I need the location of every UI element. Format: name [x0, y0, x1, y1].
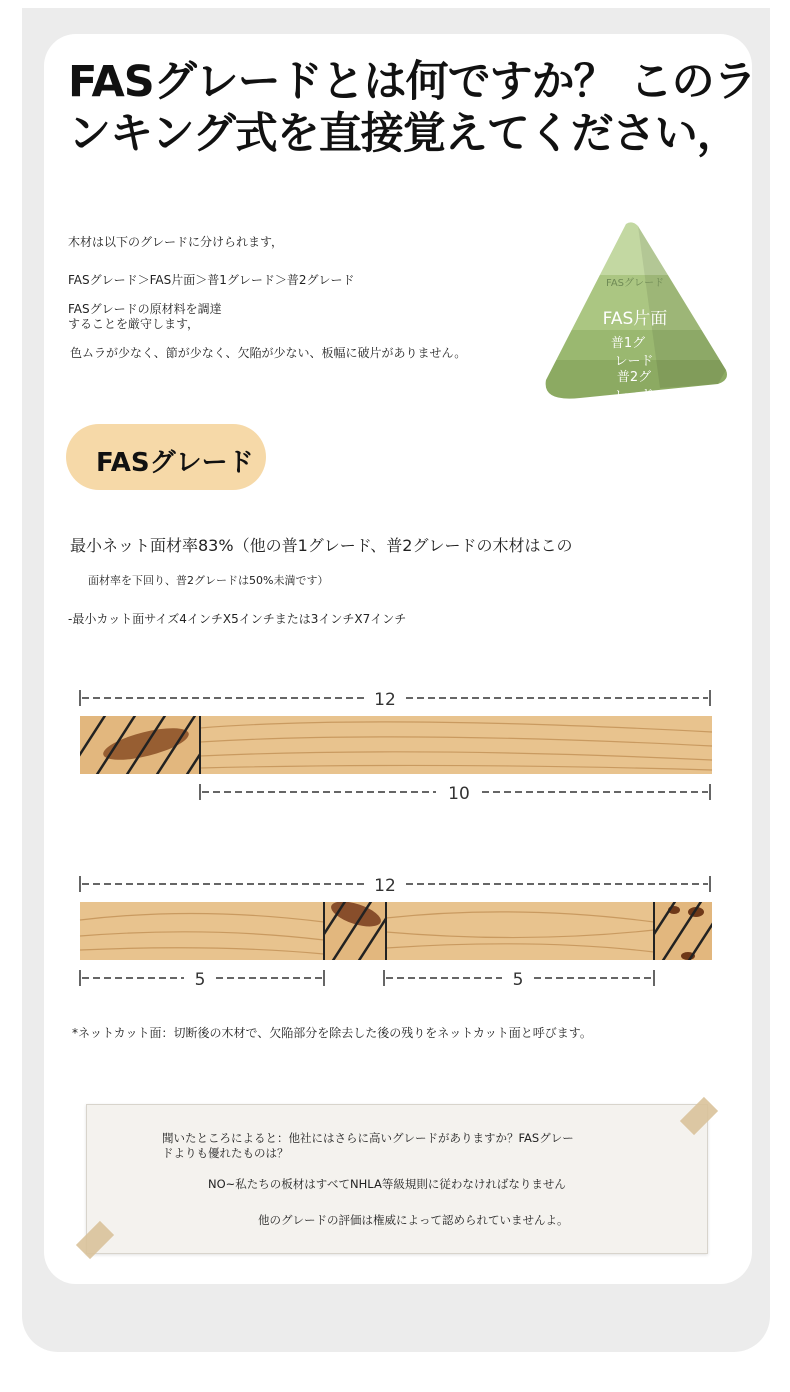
diagram1-net-length: 10: [448, 784, 470, 804]
pyramid-label-common2-b: レード: [614, 388, 654, 403]
intro-line-1: 木材は以下のグレードに分けられます，: [68, 235, 284, 249]
board-diagram-1: [76, 684, 716, 808]
intro-line-3a: FASグレードの原材料を調達: [68, 302, 222, 316]
diagram2-total-length: 12: [374, 876, 396, 896]
board-diagram-2: [76, 870, 716, 994]
spec-net-ratio-cont: 面材率を下回り、普2グレードは50%未満です）: [88, 574, 329, 587]
spec-net-ratio: 最小ネット面材率83%（他の普1グレード、普2グレードの木材はこの: [70, 536, 573, 555]
pyramid-label-fas-one-face: FAS片面: [602, 309, 668, 329]
fas-grade-badge: [66, 424, 266, 490]
pyramid-label-fas: FASグレード: [605, 278, 665, 289]
note-line-3: NO~私たちの板材はすべてNHLA等級規則に従わなければなりません: [208, 1177, 566, 1191]
diagram2-left-net-length: 5: [194, 970, 206, 990]
pyramid-label-common1-b: レード: [614, 354, 654, 369]
fas-grade-badge-label: FASグレード: [96, 448, 254, 478]
note-line-1: 聞いたところによると：他社にはさらに高いグレードがありますか？FASグレー: [162, 1131, 574, 1145]
note-line-4: 他のグレードの評価は権威によって認められていませんよ。: [258, 1213, 569, 1227]
diagram1-total-length: 12: [374, 690, 396, 710]
pyramid-tier-1: [540, 220, 730, 275]
spec-min-cut-size: -最小カット面サイズ4インチX5インチまたは3インチX7インチ: [68, 612, 407, 626]
net-cut-footnote: *ネットカット面：切断後の木材で、欠陥部分を除去した後の残りをネットカット面と呼びます。: [72, 1026, 592, 1040]
diagram2-right-net-length: 5: [512, 970, 524, 990]
intro-line-4: 色ムラが少なく、節が少なく、欠陥が少ない、板幅に破片がありません。: [70, 346, 467, 360]
pyramid-label-common1-a: 普1グ: [610, 336, 646, 351]
intro-line-3b: することを厳守します，: [68, 317, 200, 331]
diagram2-board: [80, 902, 712, 960]
pyramid-label-common2-a: 普2グ: [616, 370, 652, 385]
intro-grade-order: FASグレード＞FAS片面＞普1グレード＞普2グレード: [68, 273, 355, 287]
page-title: FASグレードとは何ですか？ このランキング式を直接覚えてください，: [68, 57, 756, 159]
note-line-2: ドよりも優れたものは？: [162, 1146, 289, 1160]
grade-pyramid: [540, 220, 730, 405]
